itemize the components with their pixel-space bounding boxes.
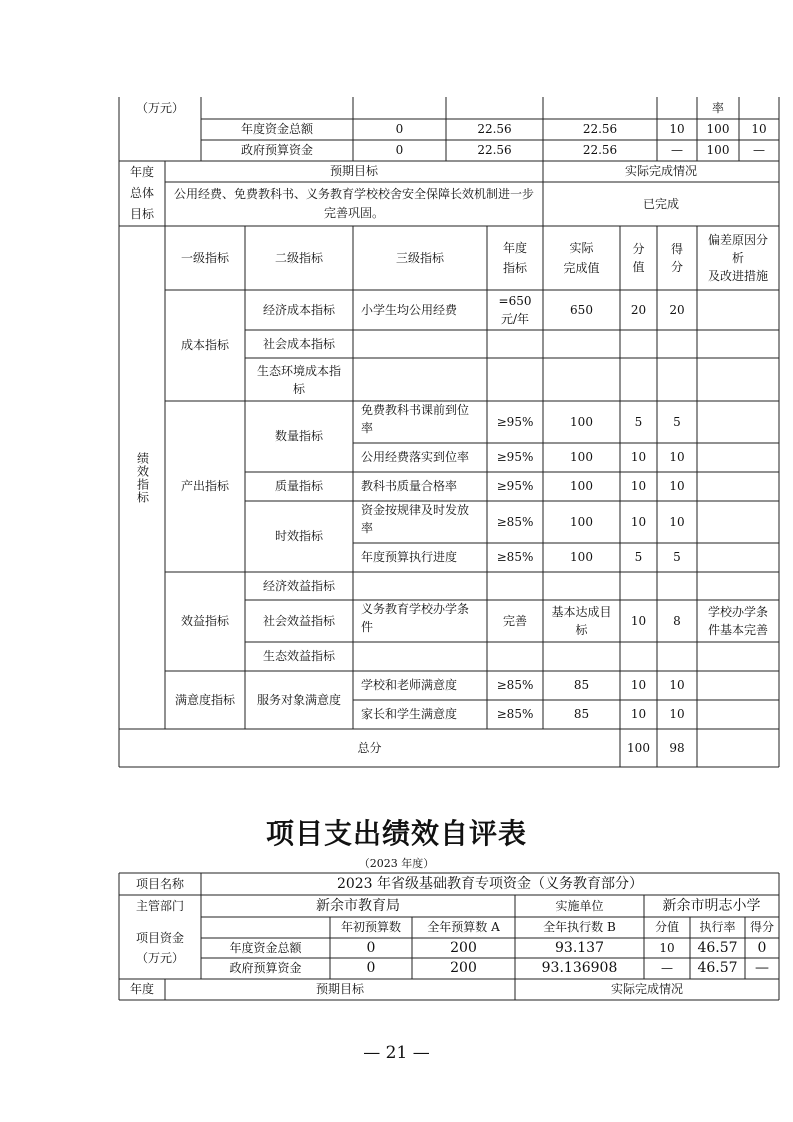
header-score-value-2: 值 <box>632 260 645 274</box>
b-fund-row-total-score-value: 10 <box>659 940 675 955</box>
cost-eco-label <box>245 358 353 401</box>
output-quality-label: 质量指标 <box>274 479 323 493</box>
cost-economic-label: 经济成本指标 <box>262 302 335 317</box>
b-fund-row-gov-label: 政府预算资金 <box>229 961 302 975</box>
output-quality-score: 10 <box>669 479 685 493</box>
fund-row-gov-label: 政府预算资金 <box>240 143 313 157</box>
cost-eco-label-1: 生态环境成本指 <box>256 363 341 378</box>
b-fund-row-gov-exec-rate: 46.57 <box>697 960 738 976</box>
goal-side-label-3: 目标 <box>129 207 154 221</box>
fund-row-total-initial: 0 <box>395 122 404 136</box>
fund-row-gov-score: — <box>753 143 765 157</box>
header-score-value-1: 分 <box>632 242 645 256</box>
benefit-social-l3 <box>353 600 487 642</box>
cost-eco-label-2: 标 <box>292 381 305 396</box>
satisfaction-r2-actual: 85 <box>573 707 590 721</box>
total-score: 98 <box>669 740 685 755</box>
header-annual-budget: 全年预算数 A <box>427 920 500 934</box>
header-actual-value-2: 完成值 <box>563 261 600 275</box>
b-goal-label: 年度 <box>129 982 154 996</box>
fund-row-gov-exec-rate: 100 <box>706 143 730 157</box>
goal-actual-header: 实际完成情况 <box>624 164 697 178</box>
dept-label: 主管部门 <box>135 898 184 913</box>
header-deviation <box>697 226 779 290</box>
output-q2-score-value: 10 <box>630 450 647 464</box>
output-quantity-label: 数量指标 <box>274 429 323 443</box>
b-fund-row-gov-score: — <box>755 960 769 976</box>
cost-indicator-label: 成本指标 <box>180 338 229 352</box>
benefit-social-deviation-1: 学校办学条 <box>707 605 768 619</box>
fund-row-total-exec-rate: 100 <box>706 122 730 136</box>
header-annual-target <box>487 226 543 290</box>
goal-side-label-1: 年度 <box>129 165 154 179</box>
benefit-social-deviation <box>697 600 779 642</box>
satisfaction-l2-label: 服务对象满意度 <box>256 692 341 707</box>
benefit-social-score: 8 <box>673 613 681 628</box>
goal-expected-line2: 完善巩固。 <box>323 206 384 220</box>
benefit-social-actual-2: 标 <box>575 623 588 637</box>
benefit-social-target: 完善 <box>502 613 527 628</box>
output-q1-l3 <box>353 401 487 443</box>
project-name-value: 2023 年省级基础教育专项资金（义务教育部分） <box>336 875 644 892</box>
goal-side-label-2: 总体 <box>129 186 154 200</box>
output-t2-actual: 100 <box>570 550 593 564</box>
header-actual-value <box>543 226 620 290</box>
satisfaction-r2-score: 10 <box>669 707 685 721</box>
output-t1-score-value: 10 <box>630 514 647 529</box>
goal-expected-header: 预期目标 <box>329 164 378 178</box>
cost-economic-score: 20 <box>669 302 685 317</box>
cost-economic-l3: 小学生均公用经费 <box>361 302 458 317</box>
header-score-b: 得分 <box>749 920 774 934</box>
fund-label <box>119 917 201 979</box>
b-fund-row-total-annual: 200 <box>450 939 477 956</box>
output-timeliness-label: 时效指标 <box>274 529 323 543</box>
b-fund-row-gov-annual: 200 <box>450 960 477 976</box>
fund-row-gov-annual: 22.56 <box>477 143 512 157</box>
benefit-social-deviation-2: 件基本完善 <box>707 623 768 637</box>
b-fund-row-gov-score-value: — <box>661 961 673 975</box>
benefit-social-score-value: 10 <box>630 613 647 628</box>
output-quality-target: ≥95% <box>496 479 534 493</box>
unit-label: 实施单位 <box>555 898 604 913</box>
satisfaction-indicator-label: 满意度指标 <box>174 692 235 707</box>
header-level1: 一级指标 <box>180 250 229 265</box>
header-deviation-3: 及改进措施 <box>707 269 768 283</box>
header-score <box>657 226 697 290</box>
header-executed: 全年执行数 B <box>543 920 616 934</box>
output-t1-actual: 100 <box>570 514 593 529</box>
benefit-social-actual-1: 基本达成目 <box>551 605 612 619</box>
fund-label-2: （万元） <box>135 951 184 965</box>
total-label: 总分 <box>357 740 382 755</box>
header-deviation-1: 偏差原因分 <box>707 233 768 247</box>
fund-row-total-score: 10 <box>751 122 767 136</box>
goal-expected-line1: 公用经费、免费教科书、义务教育学校校舍安全保障长效机制进一步 <box>173 187 534 201</box>
fund-unit-label: （万元） <box>135 100 184 115</box>
output-q1-score: 5 <box>673 414 681 429</box>
b-fund-row-total-initial: 0 <box>366 939 376 956</box>
output-t2-l3: 年度预算执行进度 <box>361 550 458 564</box>
fund-row-total-score-value: 10 <box>669 122 685 136</box>
satisfaction-r2-score-value: 10 <box>630 707 647 721</box>
b-fund-row-gov-initial: 0 <box>366 960 376 976</box>
b-expected-header: 预期目标 <box>315 982 364 996</box>
fund-row-total-label: 年度资金总额 <box>240 122 313 136</box>
exec-rate-header: 率 <box>711 100 724 115</box>
benefit-social-label: 社会效益指标 <box>262 613 335 628</box>
goal-actual-text: 已完成 <box>642 196 679 211</box>
header-deviation-2: 析 <box>731 251 744 265</box>
header-actual-value-1: 实际 <box>569 241 594 255</box>
indicators-side-label: 绩效指标 <box>135 451 150 504</box>
b-fund-row-total-exec-rate: 46.57 <box>697 939 738 956</box>
satisfaction-r1-target: ≥85% <box>496 678 534 692</box>
benefit-social-actual <box>543 600 620 642</box>
output-q2-target: ≥95% <box>496 450 534 464</box>
header-level3: 三级指标 <box>395 250 444 265</box>
b-fund-row-total-score: 0 <box>757 939 767 956</box>
output-q1-l3-1: 免费教科书课前到位 <box>361 403 470 417</box>
output-q1-score-value: 5 <box>634 414 643 429</box>
section-subtitle: （2023 年度） <box>358 857 435 870</box>
header-level2: 二级指标 <box>274 250 323 265</box>
dept-value: 新余市教育局 <box>316 897 400 914</box>
header-score-value-b: 分值 <box>654 920 679 934</box>
satisfaction-r1-score-value: 10 <box>630 678 647 692</box>
cost-economic-target <box>487 290 543 330</box>
goal-expected-text <box>165 182 543 226</box>
page-number: — 21 — <box>363 1043 430 1063</box>
output-t1-l3-2: 率 <box>361 521 374 535</box>
satisfaction-r2-l3: 家长和学生满意度 <box>361 707 458 721</box>
cost-economic-target-1: =650 <box>498 294 532 308</box>
benefit-eco-label: 生态效益指标 <box>262 649 335 663</box>
benefit-social-l3-1: 义务教育学校办学条 <box>361 602 470 616</box>
header-score-2: 分 <box>670 260 683 274</box>
satisfaction-r2-target: ≥85% <box>496 707 534 721</box>
b-actual-header: 实际完成情况 <box>610 982 683 996</box>
cost-social-label: 社会成本指标 <box>262 336 335 351</box>
header-score-value <box>620 226 657 290</box>
output-indicator-label: 产出指标 <box>180 479 229 493</box>
unit-value: 新余市明志小学 <box>662 897 761 914</box>
fund-row-total-annual: 22.56 <box>477 122 512 136</box>
output-q2-l3: 公用经费落实到位率 <box>361 450 470 464</box>
benefit-indicator-label: 效益指标 <box>180 614 229 628</box>
output-quality-l3: 教科书质量合格率 <box>361 479 458 493</box>
output-q1-actual: 100 <box>570 414 593 429</box>
output-t2-score: 5 <box>673 550 681 564</box>
fund-label-1: 项目资金 <box>135 931 184 945</box>
goal-side-label <box>119 161 165 226</box>
total-score-value: 100 <box>627 740 650 755</box>
satisfaction-r1-l3: 学校和老师满意度 <box>361 678 458 692</box>
satisfaction-r1-score: 10 <box>669 678 685 692</box>
benefit-social-l3-2: 件 <box>361 620 374 634</box>
output-q1-target: ≥95% <box>496 414 534 429</box>
fund-row-total-executed: 22.56 <box>582 122 618 136</box>
output-quality-score-value: 10 <box>630 479 647 493</box>
output-q2-actual: 100 <box>570 450 593 464</box>
benefit-economic-label: 经济效益指标 <box>262 578 335 593</box>
header-annual-target-1: 年度 <box>502 241 527 255</box>
fund-row-gov-executed: 22.56 <box>582 143 618 157</box>
output-t2-score-value: 5 <box>634 550 643 564</box>
cost-economic-target-2: 元/年 <box>500 312 530 326</box>
output-t1-score: 10 <box>669 514 685 529</box>
satisfaction-r1-actual: 85 <box>573 678 590 692</box>
fund-row-gov-score-value: — <box>671 143 683 157</box>
fund-row-gov-initial: 0 <box>395 143 404 157</box>
header-initial-budget: 年初预算数 <box>340 920 401 934</box>
cost-economic-score-value: 20 <box>630 302 647 317</box>
output-t1-l3 <box>353 501 487 543</box>
output-t2-target: ≥85% <box>496 550 534 564</box>
project-name-label: 项目名称 <box>135 876 184 891</box>
output-q2-score: 10 <box>669 450 685 464</box>
b-fund-row-total-executed: 93.137 <box>555 939 604 956</box>
header-score-1: 得 <box>670 242 683 256</box>
cost-economic-actual: 650 <box>570 302 593 317</box>
output-t1-target: ≥85% <box>496 514 534 529</box>
output-t1-l3-1: 资金按规律及时发放 <box>361 503 470 517</box>
b-fund-row-total-label: 年度资金总额 <box>229 940 302 955</box>
output-q1-l3-2: 率 <box>361 421 374 435</box>
b-fund-row-gov-executed: 93.136908 <box>541 960 618 976</box>
section-title: 项目支出绩效自评表 <box>265 817 527 850</box>
header-annual-target-2: 指标 <box>502 261 527 275</box>
output-quality-actual: 100 <box>570 479 593 493</box>
header-exec-rate-b: 执行率 <box>699 920 736 934</box>
